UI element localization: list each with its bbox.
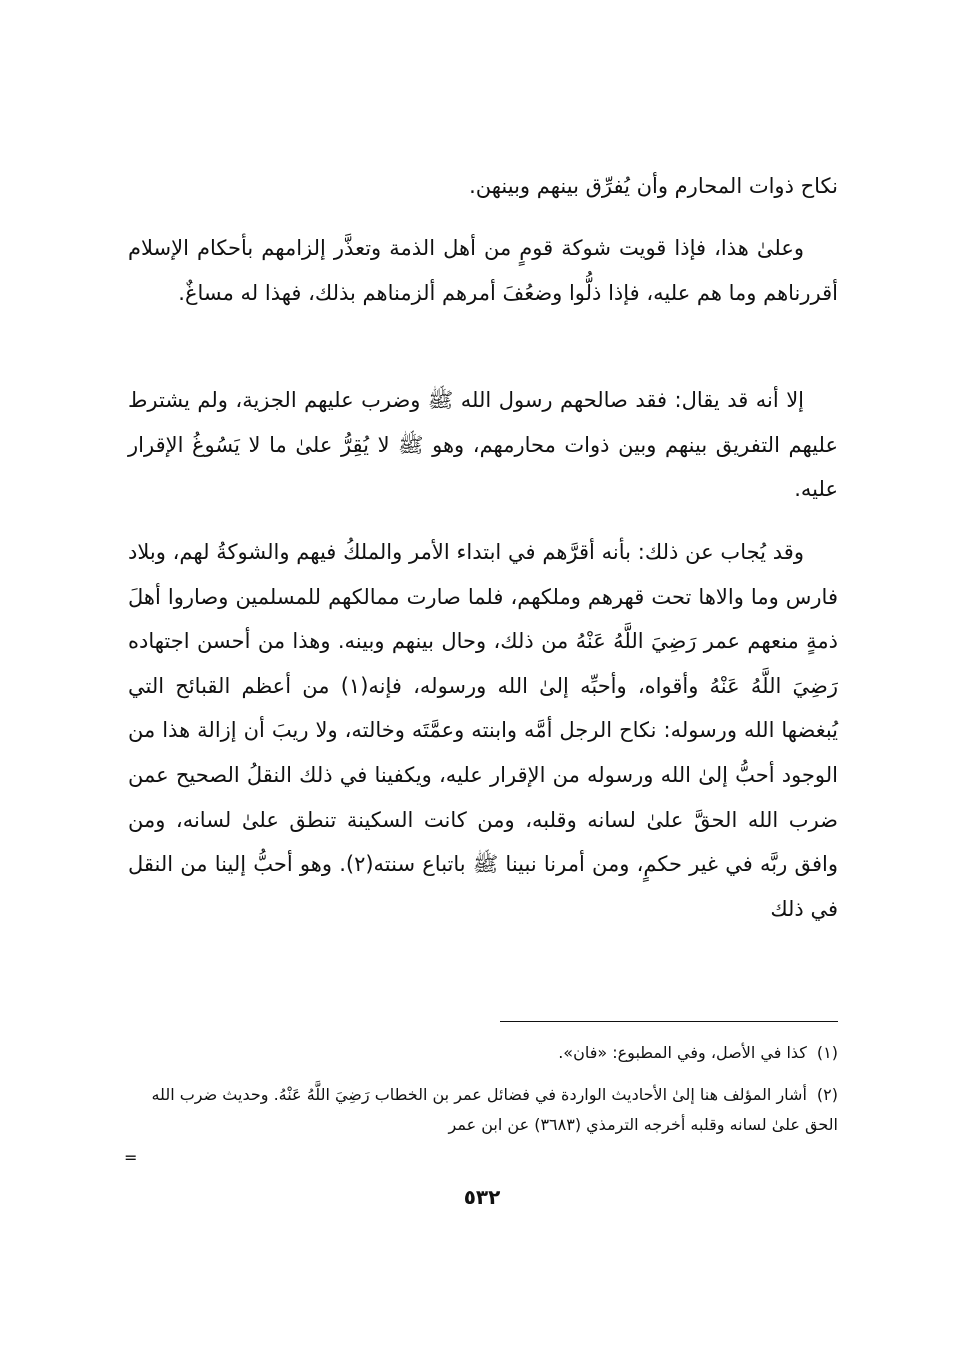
footnote-1 <box>128 1038 838 1068</box>
paragraph-protected-people: وعلىٰ هذا، فإذا قويت شوكة قومٍ من أهل الذمة وتعذَّر إلزامهم بأحكام الإسلام أقررناهم وما هم عليه، فإذا ذلُّوا وضعُفَ أمرهم ألزمناهم بذلك، فهذا له مساغٌ. <box>128 236 838 305</box>
footnote-1-number: (١) <box>816 1043 838 1062</box>
footnote-2-text: أشار المؤلف هنا إلىٰ الأحاديث الواردة في فضائل عمر بن الخطاب رَضِيَ اللَّهُ عَنْهُ. وحديث ضرب الله الحق علىٰ لسانه وقلبه أخرجه الترمذي (٣٦٨٣) عن ابن عمر <box>151 1085 838 1134</box>
footnote-continuation-mark: = <box>124 1148 138 1167</box>
paragraph-answer: وقد يُجاب عن ذلك: بأنه أقرَّهم في ابتداء الأمر والملكُ فيهم والشوكةُ لهم، وبلاد فارس وما والاها تحت قهرهم وملكهم، فلما صارت ممالكهم للمسلمين وصاروا أهلَ ذمةٍ منعهم عمر رَضِيَ اللَّهُ عَنْهُ من ذلك، وحال بينهم وبينه. وهذا من أحسن اجتهاده رَضِيَ اللَّهُ عَنْهُ وأقواه، وأحبِّه إلىٰ الله ورسوله، فإنه(١) من أعظم القبائح التي يُبغضها الله ورسوله: نكاح الرجل أمَّه وابنته وعمَّتَه وخالته، ولا ريبَ أن إزالة هذا من الوجود أحبُّ إلىٰ الله ورسوله من الإقرار عليه، ويكفينا في ذلك النقلُ الصحيح عمن ضرب الله الحقَّ علىٰ لسانه وقلبه، ومن كانت السكينة تنطق علىٰ لسانه، ومن وافق ربَّه في غير حكمٍ، ومن أمرنا نبينا ﷺ باتباع سنته(٢). وهو أحبُّ إلينا من النقل في ذلك <box>128 540 839 921</box>
footnote-separator <box>500 1021 838 1022</box>
footnote-1-text: كذا في الأصل، وفي المطبوع: «فان». <box>558 1043 807 1062</box>
page-number: ٥٣٢ <box>463 1185 501 1209</box>
footnote-2 <box>128 1080 838 1140</box>
paragraph-continuation: نكاح ذوات المحارم وأن يُفرِّق بينهم وبينهن. <box>469 174 838 198</box>
footnote-2-number: (٢) <box>816 1085 838 1104</box>
paragraph-objection: إلا أنه قد يقال: فقد صالحهم رسول الله ﷺ وضرب عليهم الجزية، ولم يشترط عليهم التفريق بينهم وبين ذوات محارمهم، وهو ﷺ لا يُقِرُّ علىٰ ما لا يَسُوغُ الإقرار عليه. <box>128 388 838 502</box>
